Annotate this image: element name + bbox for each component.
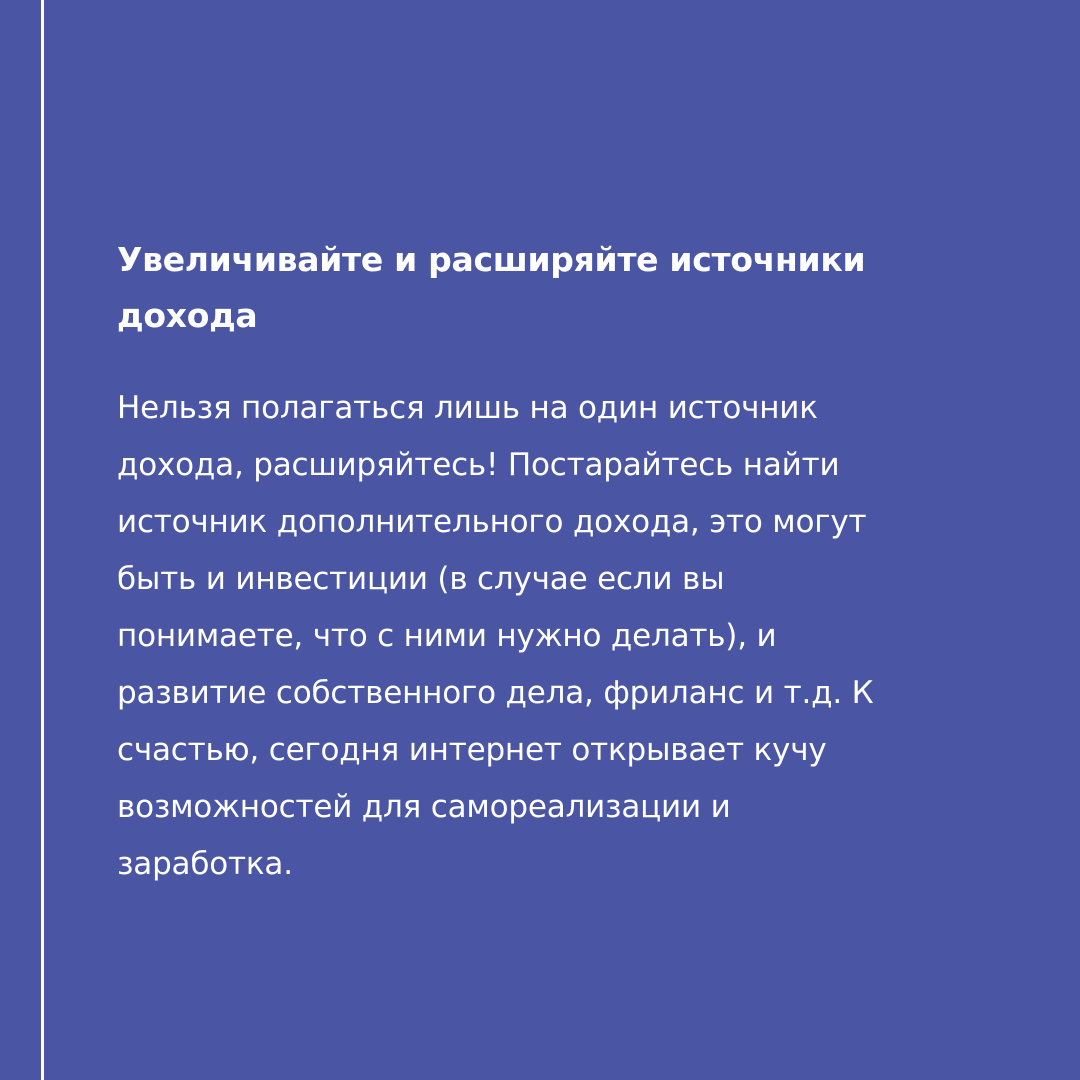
body-line: дохода, расширяйтесь! Постарайтесь найти [117, 447, 840, 483]
slide-heading [117, 232, 997, 344]
heading-line: дохода [117, 296, 258, 335]
body-line: источник дополнительного дохода, это могут [117, 504, 867, 540]
body-line: развитие собственного дела, фриланс и т.д. К [117, 675, 874, 711]
heading-line: Увеличивайте и расширяйте источники [117, 240, 866, 279]
body-line: счастью, сегодня интернет открывает кучу [117, 732, 827, 768]
body-line: понимаете, что с ними нужно делать), и [117, 618, 777, 654]
slide-body [117, 380, 997, 893]
vertical-accent-line [41, 0, 44, 1080]
body-line: возможностей для самореализации и [117, 789, 731, 825]
body-line: быть и инвестиции (в случае если вы [117, 561, 725, 597]
body-line: Нельзя полагаться лишь на один источник [117, 390, 818, 426]
text-block [117, 232, 997, 893]
body-line: заработка. [117, 846, 293, 882]
